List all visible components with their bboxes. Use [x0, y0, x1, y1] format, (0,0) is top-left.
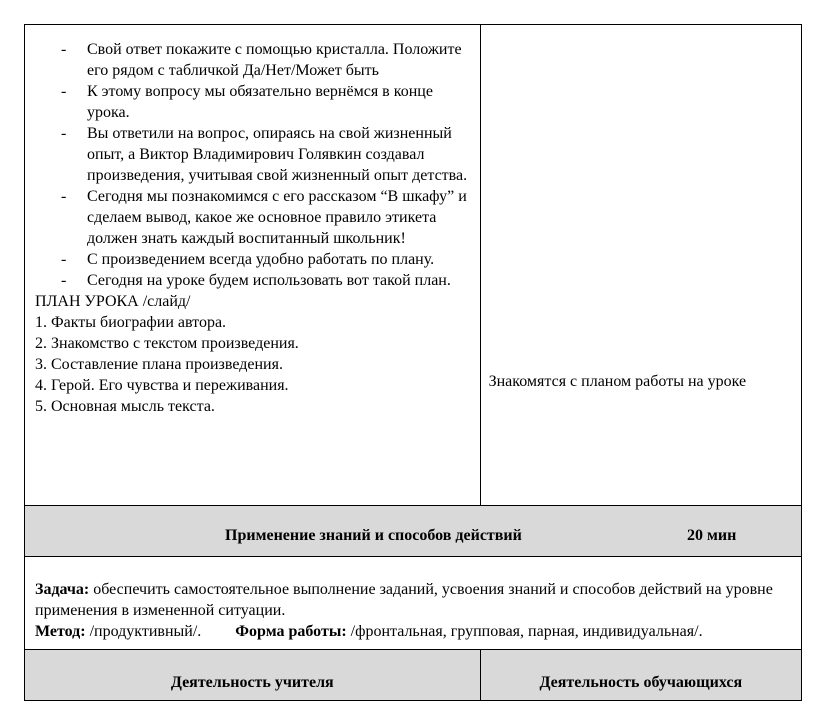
method-line — [35, 621, 793, 642]
plan-item: 4. Герой. Его чувства и переживания. — [35, 377, 289, 394]
list-item: - К этому вопросу мы обязательно вернёмся в конце урока. — [61, 83, 433, 121]
teacher-steps-list — [35, 39, 474, 291]
plan-item: 3. Составление плана произведения. — [35, 356, 283, 373]
list-item: - Свой ответ покажите с помощью кристалла. Положите его рядом с табличкой Да/Нет/Может быть — [61, 41, 462, 79]
section-title: Применение знаний и способов действий — [225, 527, 522, 544]
lesson-table — [24, 24, 802, 701]
teacher-activity-cell — [25, 25, 481, 506]
list-item: - С произведением всегда удобно работать по плану. — [61, 251, 435, 268]
form-label: Форма работы: — [235, 623, 347, 640]
method-value: /продуктивный/. — [85, 623, 202, 640]
list-item: - Сегодня мы познакомимся с его рассказом “В шкафу” и сделаем вывод, какое же основное правило этикета должен знать каждый воспитанный школьник! — [61, 188, 467, 247]
plan-item: 5. Основная мысль текста. — [35, 398, 215, 415]
plan-list — [35, 312, 474, 417]
bullet-dash: - — [61, 251, 67, 268]
plan-item: 2. Знакомство с текстом произведения. — [35, 335, 299, 352]
student-activity-cell — [480, 25, 801, 506]
bullet-dash: - — [61, 83, 67, 100]
student-activity-text: Знакомятся с планом работы на уроке — [488, 373, 747, 390]
task-text: обеспечить самостоятельное выполнение заданий, усвоения знаний и способов действий на уровне применения в измененной ситуации. — [35, 581, 773, 619]
column-header-students: Деятельность обучающихся — [480, 650, 801, 701]
bullet-dash: - — [61, 125, 67, 142]
task-cell — [25, 557, 802, 650]
plan-item: 1. Факты биографии автора. — [35, 314, 227, 331]
plan-title: ПЛАН УРОКА /слайд/ — [35, 293, 191, 310]
form-value: /фронтальная, групповая, парная, индивидуальная/. — [346, 623, 703, 640]
columns-header-row — [25, 650, 802, 701]
task-label: Задача: — [35, 581, 90, 598]
column-header-teacher: Деятельность учителя — [25, 650, 481, 701]
stage-row — [25, 25, 802, 506]
section-header-row — [25, 506, 802, 557]
bullet-dash: - — [61, 188, 67, 205]
task-paragraph — [35, 579, 793, 621]
method-label: Метод: — [35, 623, 86, 640]
bullet-dash: - — [61, 41, 67, 58]
list-item: - Вы ответили на вопрос, опираясь на свой жизненный опыт, а Виктор Владимирович Голявкин создавал произведения, учитывая свой жизненный опыт детства. — [61, 125, 468, 184]
bullet-dash: - — [61, 272, 67, 289]
section-header-cell — [25, 506, 802, 557]
list-item: - Сегодня на уроке будем использовать вот такой план. — [61, 272, 451, 289]
section-time: 20 мин — [687, 527, 737, 544]
task-row — [25, 557, 802, 650]
